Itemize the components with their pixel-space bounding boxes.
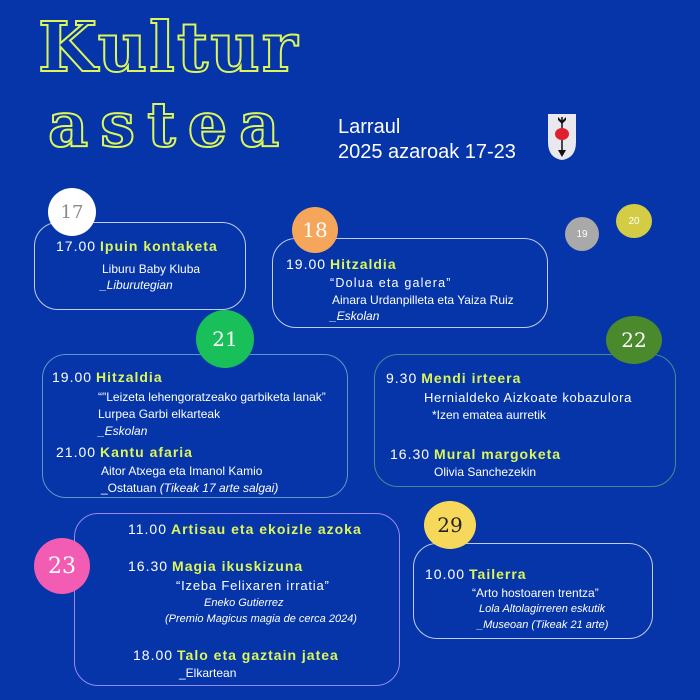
event-place-name: _Ostatuan: [101, 481, 157, 495]
event-name: Mendi irteera: [421, 370, 522, 386]
event-place: _Museoan (Tikeak 21 arte): [477, 619, 609, 631]
day-29-event: [425, 566, 527, 584]
event-ticket-note: (Tikeak 17 arte salgai): [159, 481, 279, 495]
event-dates: 2025 azaroak 17-23: [338, 141, 516, 163]
day-17-event: [56, 238, 218, 256]
day-19-badge: [565, 217, 599, 251]
location-block: [338, 115, 516, 165]
day-18-label: 18: [302, 218, 328, 242]
day-23-event-1: [128, 521, 362, 539]
event-time: 19.00: [52, 369, 93, 385]
event-organizer: Lurpea Garbi elkarteak: [98, 407, 221, 421]
day-20-label: 20: [628, 215, 640, 227]
event-name: Tailerra: [469, 566, 527, 582]
day-19-label: 19: [576, 228, 588, 240]
location-name: Larraul: [338, 116, 401, 138]
event-name: Hitzaldia: [96, 369, 163, 385]
event-place: _Elkartean: [179, 666, 237, 680]
day-22-event-1: [386, 370, 521, 388]
day-29-label: 29: [437, 513, 463, 537]
event-name: Kantu afaria: [100, 444, 193, 460]
event-registration-note: *Izen ematea aurretik: [432, 408, 547, 422]
event-performer: Eneko Gutierrez: [204, 597, 284, 609]
event-name: Talo eta gaztain jatea: [177, 647, 339, 663]
event-time: 9.30: [386, 370, 418, 386]
day-21-event-1: [52, 369, 163, 387]
event-instructor: Lola Altolagirreren eskutik: [479, 603, 606, 615]
title-astea: astea: [48, 88, 292, 161]
event-time: 16.30: [390, 446, 431, 462]
day-17-label: 17: [60, 201, 84, 223]
day-21-event-2: [56, 444, 193, 462]
event-performers: Aitor Atxega eta Imanol Kamio: [101, 464, 263, 478]
event-time: 11.00: [128, 521, 167, 537]
day-17-badge: [48, 188, 96, 236]
event-name: Ipuin kontaketa: [100, 238, 218, 254]
event-title: “"Leizeta lehengoratzeako garbiketa lanak”: [98, 390, 326, 404]
day-21-badge: [196, 310, 254, 368]
event-time: 21.00: [56, 444, 97, 460]
day-18-event: [286, 256, 397, 274]
day-23-badge: [34, 538, 90, 594]
title-kultur: Kultur: [38, 8, 300, 88]
event-place: _Eskolan: [330, 309, 380, 323]
event-time: 10.00: [425, 566, 466, 582]
day-29-badge: [424, 501, 476, 549]
shield-crest-icon: [547, 110, 577, 162]
event-time: 17.00: [56, 238, 97, 254]
event-name: Magia ikuskizuna: [172, 558, 304, 574]
event-name: Artisau eta ekoizle azoka: [171, 521, 362, 537]
event-place: _Liburutegian: [100, 278, 173, 292]
event-name: Mural margoketa: [434, 446, 562, 462]
event-title: “Izeba Felixaren irratia”: [176, 578, 330, 593]
event-destination: Hernialdeko Aizkoate kobazulora: [424, 390, 632, 405]
day-22-badge: [606, 316, 662, 364]
day-23-event-2: [128, 558, 303, 576]
day-22-event-2: [390, 446, 561, 464]
day-18-badge: [292, 207, 338, 253]
day-23-event-3: [133, 647, 339, 665]
event-place: _Eskolan: [98, 424, 148, 438]
event-time: 18.00: [133, 647, 174, 663]
event-detail: Liburu Baby Kluba: [102, 262, 201, 276]
event-title: “Arto hostoaren trentza”: [472, 586, 599, 600]
event-time: 16.30: [128, 558, 169, 574]
day-21-label: 21: [212, 327, 238, 351]
event-title: “Dolua eta galera”: [330, 276, 452, 290]
event-guide: Olivia Sanchezekin: [434, 465, 537, 479]
day-22-label: 22: [621, 328, 647, 352]
day-23-label: 23: [48, 553, 76, 579]
event-name: Hitzaldia: [330, 256, 397, 272]
event-speakers: Ainara Urdanpilleta eta Yaiza Ruiz: [332, 293, 514, 307]
day-20-badge: [616, 204, 652, 238]
event-award: (Premio Magicus magia de cerca 2024): [165, 613, 357, 625]
event-time: 19.00: [286, 256, 327, 272]
event-place: [101, 481, 278, 495]
